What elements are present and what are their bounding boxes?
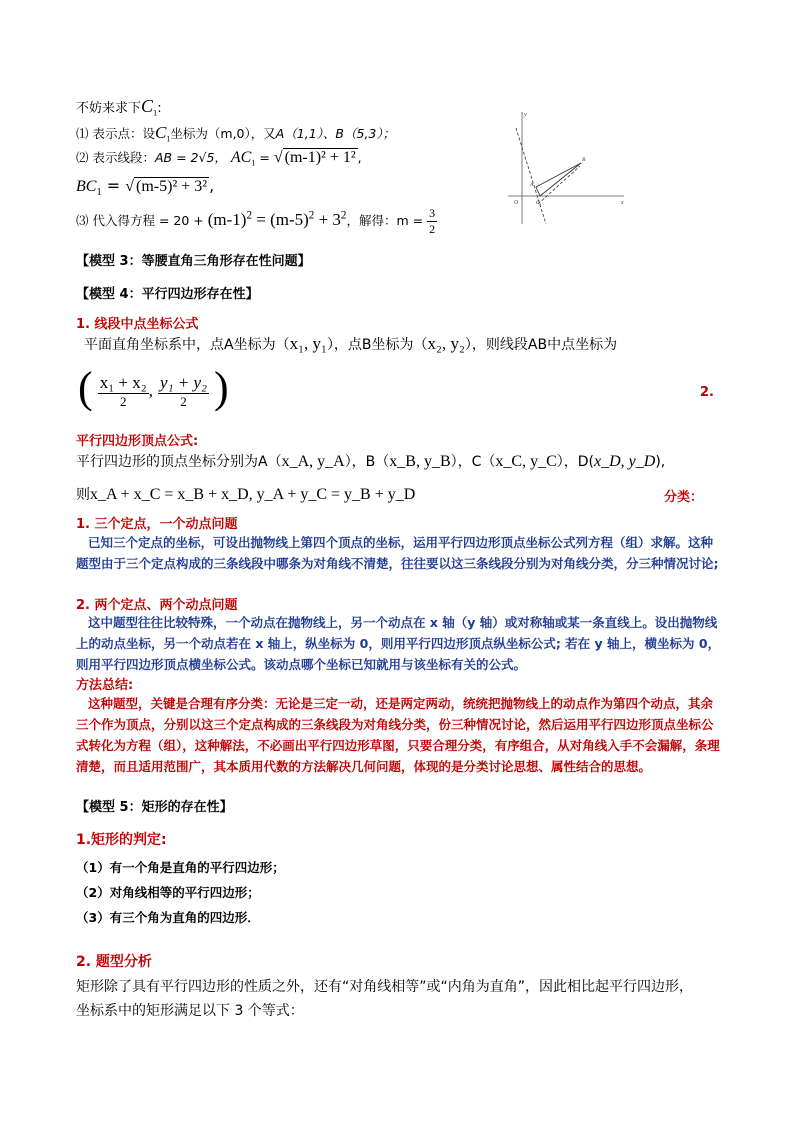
model3-heading: 【模型 3：等腰直角三角形存在性问题】 (76, 254, 311, 269)
case1-heading: 1. 三个定点，一个动点问题 (76, 517, 238, 532)
c1-intro-text: 不妨来求下 (76, 101, 142, 116)
classify-label: 分类： (664, 490, 704, 505)
case2-heading: 2. 两个定点、两个动点问题 (76, 598, 238, 613)
dashed-line-2 (538, 166, 580, 204)
point-c-label: C₁ (536, 200, 542, 206)
vertex-sep-d: ），D( (556, 454, 595, 470)
dashed-line-1 (516, 128, 546, 224)
vertex-line1 (76, 451, 665, 471)
origin-label: O (514, 200, 519, 206)
coords-d: x_D, y_D (594, 453, 656, 470)
rect-criterion-3: （3）有三个角为直角的四边形． (76, 910, 260, 925)
model5-heading: 【模型 5：矩形的存在性】 (76, 800, 233, 815)
vertex-heading: 平行四边形顶点公式: (76, 434, 199, 449)
eq-term-b: (m-5) (270, 210, 309, 229)
analysis-line1: 矩形除了具有平行四边形的性质之外，还有“对角线相等”或“内角为直角”，因此相比起平行四边形， (76, 979, 694, 995)
c1-step1-label: ⑴ 表示点：设 (76, 126, 155, 141)
y-axis-label: y (524, 112, 527, 118)
rect-criterion-2: （2）对角线相等的平行四边形； (76, 885, 260, 900)
x-axis-label: x (621, 200, 624, 206)
midpoint-y-frac (158, 373, 209, 410)
bc-label: BC (76, 178, 97, 195)
midpoint-y-den: 2 (180, 394, 187, 409)
c1-step2-label: ⑵ 表示线段： (76, 150, 155, 165)
case2-text (76, 612, 724, 675)
midpoint-x-den: 2 (119, 394, 127, 409)
c1-step3: ⑶ 代入得方程 = $20 + (m-1)^2 = (m-5)^2 + 3^2$，解得：m = $\frac{3}{2}$ (76, 206, 436, 236)
case1-text (76, 532, 724, 574)
point-b-coords: x₂, y₂ (427, 334, 465, 353)
c1-step2: ⑵ 表示线段：AB = 2√5， $AC_1$ = √ (m-1)² + 1² , (76, 149, 362, 168)
segment-ac (536, 187, 540, 196)
point-a-coords: x₁, y₁ (289, 334, 327, 353)
vertex-end: ), (655, 454, 666, 470)
c1-step1-mid: 坐标为（m,0），又 (170, 126, 276, 141)
c1-step1-points: A（1,1）、B（5,3）； (275, 126, 396, 141)
c1-intro-line: 不妨来求下$C_1$: (76, 96, 162, 118)
midpoint-y-num: y₁ + y₂ (160, 373, 207, 392)
m-frac-den: 2 (429, 222, 436, 236)
rect-judgement-heading: 1.矩形的判定: (76, 832, 167, 848)
coords-c: x_C, y_C (495, 453, 557, 470)
model4-heading: 【模型 4：平行四边形存在性】 (76, 287, 259, 302)
midpoint-text-c: ），则线段AB中点坐标为 (464, 337, 618, 353)
c1-bc-line: $BC_1$ = √ (m-5)² + 3² , (76, 176, 215, 199)
vertex-sep-c: ），C（ (450, 454, 496, 470)
method-text (76, 693, 724, 777)
bc-sqrt: √ (m-5)² + 3² (125, 178, 208, 195)
segment-bc (540, 163, 581, 196)
coordinate-diagram (500, 108, 630, 228)
midpoint-formula: ( $\frac{\text{x₁ + x₂}}{2}$ , $\frac{\text{y₁ + y₂}}{2}$ ) (78, 363, 229, 412)
vertex-formula: x_A + x_C = x_B + x_D, y_A + y_C = y_B + y_D (90, 486, 416, 503)
analysis-heading: 2. 题型分析 (76, 954, 152, 970)
c1-step1: ⑴ 表示点：设$C_1$坐标为（m,0），又A（1,1）、B（5,3）； (76, 123, 396, 144)
ac-radicand: (m-1)² + 1² (284, 149, 356, 166)
midpoint-x-frac (98, 373, 149, 410)
eq-term-a: (m-1) (207, 210, 247, 229)
method-heading: 方法总结: (76, 678, 134, 693)
point-a-label: A (530, 182, 534, 188)
bc-radicand: (m-5)² + 3² (136, 178, 208, 195)
ac-label: AC (230, 149, 252, 166)
vertex-line2 (76, 484, 415, 504)
segment-ab (536, 163, 581, 187)
midpoint-text-a: 平面直角坐标系中，点A坐标为（ (84, 337, 290, 353)
midpoint-x-num: x₁ + x₂ (99, 373, 147, 392)
m-frac-num: 3 (429, 206, 436, 220)
rect-criterion-1: （1）有一个角是直角的平行四边形； (76, 860, 285, 875)
c1-step3-label: ⑶ 代入得方程 = 20 + (76, 213, 204, 228)
point-b-label: B (582, 157, 586, 163)
analysis-line2: 坐标系中的矩形满足以下 3 个等式： (76, 1003, 304, 1019)
midpoint-text-b: ），点B坐标为（ (326, 337, 428, 353)
coords-b: x_B, y_B (389, 453, 451, 470)
midpoint-heading: 1. 线段中点坐标公式 (76, 317, 199, 332)
coords-a: x_A, y_A (281, 453, 345, 470)
c1-symbol: C (141, 96, 154, 116)
case2-body: 这中题型往往比较特殊，一个动点在抛物线上，另一个动点在 x 轴（y 轴）或对称轴或某一条直线上。设出抛物线上的动点坐标，另一个动点若在 x 轴上，纵坐标为 0，则用平行四边形顶点纵坐标公式; 若在 y 轴上，横坐标为 0，则用平行四边形顶点横坐标公式。该动点哪个坐标已知就用与该坐标有关的公式。 (76, 615, 721, 672)
section-2-number: 2. (700, 385, 714, 400)
ac-sqrt: √ (m-1)² + 1² (273, 149, 356, 166)
ab-length: AB = 2√5， (154, 150, 227, 165)
vertex-line1-a: 平行四边形的顶点坐标分别为A（ (76, 454, 282, 470)
method-body: 这种题型，关键是合理有序分类：无论是三定一动，还是两定两动，统统把抛物线上的动点作为第四个动点，其余三个作为顶点，分别以这三个定点构成的三条线段为对角线分类，份三种情况讨论，然后运用平行四边形顶点坐标公式转化为方程（组），这种解法，不必画出平行四边形草图，只要合理分类，有序组合，从对角线入手不会漏解，条理清楚，而且适用范围广，其本质用代数的方法解决几何问题，体现的是分类讨论思想、属性结合的思想。 (76, 696, 720, 774)
m-fraction (427, 206, 437, 237)
case1-body: 已知三个定点的坐标，可设出抛物线上第四个顶点的坐标，运用平行四边形顶点坐标公式列方程（组）求解。这种题型由于三个定点构成的三条线段中哪条为对角线不清楚，往往要以这三条线段分别为对角线分类，分三种情况讨论; (76, 535, 719, 571)
vertex-sep-b: ），B（ (344, 454, 390, 470)
solve-text: ，解得：m = (346, 213, 424, 228)
midpoint-text (84, 334, 617, 354)
vertex-line2-pre: 则 (76, 487, 90, 503)
